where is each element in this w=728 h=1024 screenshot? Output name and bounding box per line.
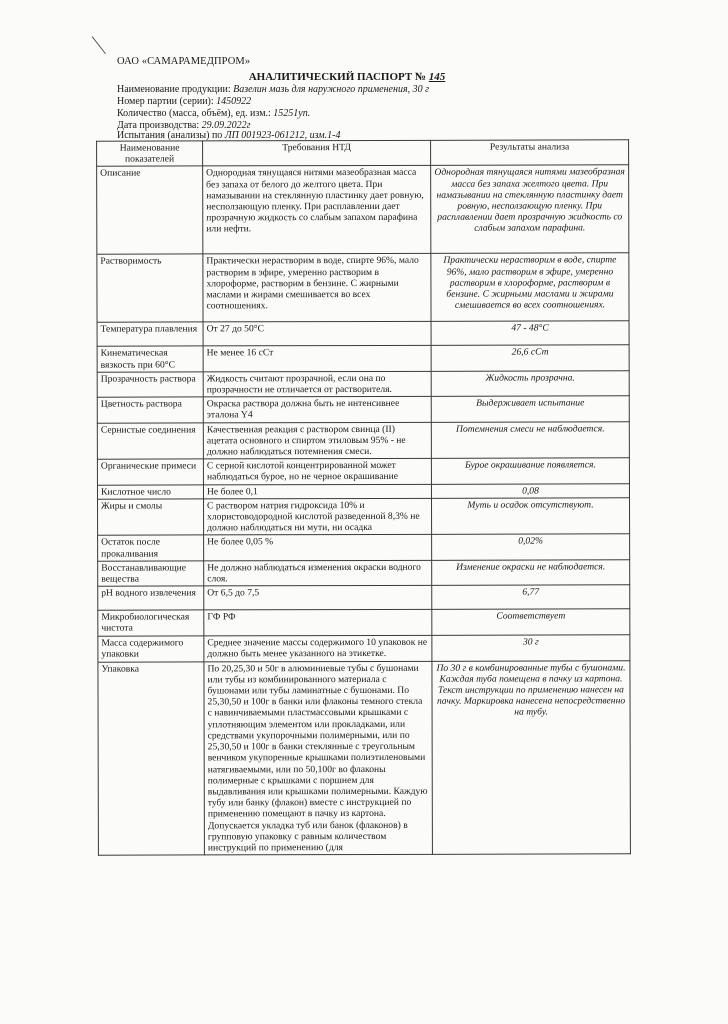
- row-name: Цветность раствора: [97, 397, 203, 423]
- header-indicator: Наименование показателей: [97, 141, 203, 167]
- row-requirement: С раствором натрия гидроксида 10% и хлористоводородной кислотой разведенной 8,3% не должно наблюдаться ни мути, ни осадка: [204, 498, 432, 535]
- row-name: Кинематическая вязкость при 60°С: [97, 346, 203, 372]
- table-row: [98, 634, 630, 661]
- row-requirement: Жидкость считают прозрачной, если она по прозрачности не отличается от растворителя.: [203, 371, 431, 397]
- row-name: Микробиологическая чистота: [98, 610, 204, 636]
- meta-value: Вазелин мазь для наружного применения, 30 г: [233, 84, 429, 95]
- row-name: Жиры и смолы: [98, 499, 204, 536]
- row-name: Растворимость: [97, 254, 203, 322]
- table-row: [97, 421, 629, 459]
- row-requirement: Среднее значение массы содержимого 10 упаковок не должно быть менее указанного на этикетке.: [204, 635, 432, 662]
- row-name: Остаток после прокаливания: [98, 535, 204, 561]
- row-result: 0,08: [431, 483, 629, 498]
- analysis-table: [96, 139, 631, 856]
- row-requirement: Не более 0,1: [203, 484, 431, 499]
- passport-number: 145: [428, 71, 446, 83]
- row-requirement: С серной кислотой концентрированной может наблюдаться бурое, но не черное окрашивание: [203, 459, 431, 485]
- row-name: Сернистые соединения: [97, 423, 203, 460]
- row-name: Восстанавливающие вещества: [98, 561, 204, 587]
- row-requirement: От 6,5 до 7,5: [204, 586, 432, 611]
- row-requirement: По 20,25,30 и 50г в алюминиевые тубы с бушонами или тубы из комбинированного материала с бушонами или тубы ламинатные с бушонами. По 25,30,50 и 100г в банки или флаконы темного стекла с навинчиваемыми пластмассовыми крышками с уплотняющим элементом или прокладками, или средствами укупорочными полимерными, или по 25,30,50 и 100г в банки стеклянные с треугольным венчиком укупоренные крышками полиэтиленовыми натягиваемыми, или по 50,100г во флаконы полимерные с крышками с поршнем для выдавливания или крышками полимерными. Каждую тубу или банку (флакон) вместе с инструкцией по применению помещают в пачку из картона. Допускается укладка туб или банок (флаконов) в групповую упаковку с равным количеством инструкций по применению (для: [204, 661, 433, 855]
- meta-value: 1450922: [216, 96, 252, 107]
- row-result: Соответствует: [432, 609, 630, 635]
- row-result: 30 г: [432, 634, 630, 661]
- title-prefix: АНАЛИТИЧЕСКИЙ ПАСПОРТ №: [248, 71, 427, 83]
- table-row: [97, 483, 629, 499]
- meta-value: ЛП 001923-061212, изм.1-4: [224, 130, 341, 141]
- header-requirement: Требования НТД: [203, 140, 431, 166]
- meta-product: [117, 84, 429, 96]
- row-requirement: Не менее 16 сСт: [203, 346, 431, 372]
- row-requirement: Не более 0,05 %: [204, 535, 432, 561]
- table-row: [98, 534, 630, 561]
- row-name: pH водного извлечения: [98, 586, 204, 610]
- table-row: [97, 371, 629, 398]
- scan-artifact-mark: [92, 36, 106, 54]
- table-row: [98, 660, 631, 855]
- row-result: Муть и осадок отсутствуют.: [432, 498, 630, 535]
- row-name: Масса содержимого упаковки: [98, 636, 204, 662]
- row-result: Однородная тянущаяся нитями мазеобразная масса без запаха желтого цвета. При намазывании на стеклянную пластинку дает ровную, несползающую пленку. При расплавлении дает прозрачную жидкость со слабым запахом парафина.: [431, 165, 629, 254]
- meta-label: Испытания (анализы) по: [117, 130, 223, 141]
- row-requirement: Однородная тянущаяся нитями мазеобразная масса без запаха от белого до желтого цвета. При намазывании на стеклянную пластинку дает ровную, несползающую пленку. При расплавлении дает прозрачную жидкость со слабым запахом парафина или нефти.: [203, 166, 431, 255]
- table-row: [97, 345, 629, 372]
- table-row: [98, 498, 630, 536]
- row-name: Описание: [97, 166, 203, 254]
- meta-label: Номер партии (серии):: [117, 96, 214, 107]
- row-result: 6,77: [432, 585, 630, 610]
- table-header-row: [97, 140, 629, 167]
- organization-name: ОАО «САМАРАМЕДПРОМ»: [117, 56, 251, 67]
- header-result: Результаты анализа: [431, 140, 629, 166]
- row-requirement: Окраска раствора должна быть не интенсивнее эталона Y4: [203, 397, 431, 423]
- row-result: 0,02%: [432, 534, 630, 560]
- row-requirement: Практически нерастворим в воде, спирте 96%, мало растворим в эфире, умеренно растворим в хлороформе, растворим в бензине. С жирными маслами и жирами смешивается во всех соотношениях.: [203, 254, 431, 323]
- row-name: Органические примеси: [97, 459, 203, 485]
- row-requirement: Качественная реакция с раствором свинца (II) ацетата основного и спиртом этиловым 95% - не должно наблюдаться потемнения смеси.: [203, 422, 431, 459]
- row-name: Упаковка: [98, 662, 205, 856]
- row-name: Кислотное число: [97, 485, 203, 499]
- row-result: Жидкость прозрачна.: [431, 371, 629, 397]
- table-row: [97, 165, 629, 254]
- row-result: Выдерживает испытание: [431, 396, 629, 422]
- table-row: [98, 560, 630, 587]
- row-result: По 30 г в комбинированные тубы с бушонами. Каждая туба помещена в пачку из картона. Текст инструкции по применению нанесен на пачку. Маркировка нанесена непосредственно на тубу.: [432, 660, 631, 854]
- table-row: [97, 458, 629, 485]
- meta-batch: [117, 96, 251, 108]
- document-title: [117, 71, 577, 83]
- row-requirement: Не должно наблюдаться изменения окраски водного слоя.: [204, 560, 432, 586]
- row-name: Температура плавления: [97, 322, 203, 346]
- row-requirement: ГФ РФ: [204, 610, 432, 636]
- row-result: 26,6 сСт: [431, 345, 629, 371]
- table-row: [98, 585, 630, 610]
- row-name: Прозрачность раствора: [97, 372, 203, 398]
- table-row: [97, 321, 629, 346]
- meta-label: Наименование продукции:: [117, 84, 231, 95]
- row-result: Потемнения смеси не наблюдается.: [431, 421, 629, 458]
- row-result: Бурое окрашивание появляется.: [431, 458, 629, 484]
- meta-label: Дата производства:: [117, 120, 200, 131]
- table-row: [97, 253, 629, 322]
- meta-value: 29.09.2022г: [201, 120, 251, 131]
- row-result: Изменение окраски не наблюдается.: [432, 560, 630, 586]
- row-result: Практически нерастворим в воде, спирте 96%, мало растворим в эфире, умеренно растворим в хлороформе, растворим в бензине. С жирными маслами и жирами смешивается во всех соотношениях.: [431, 253, 629, 322]
- meta-label: Количество (масса, объём), ед. изм.:: [117, 108, 271, 119]
- row-result: 47 - 48°С: [431, 321, 629, 346]
- table-row: [97, 396, 629, 423]
- table-row: [98, 609, 630, 636]
- row-requirement: От 27 до 50°С: [203, 322, 431, 347]
- meta-quantity: [117, 108, 310, 120]
- meta-value: 15251уп.: [273, 108, 311, 119]
